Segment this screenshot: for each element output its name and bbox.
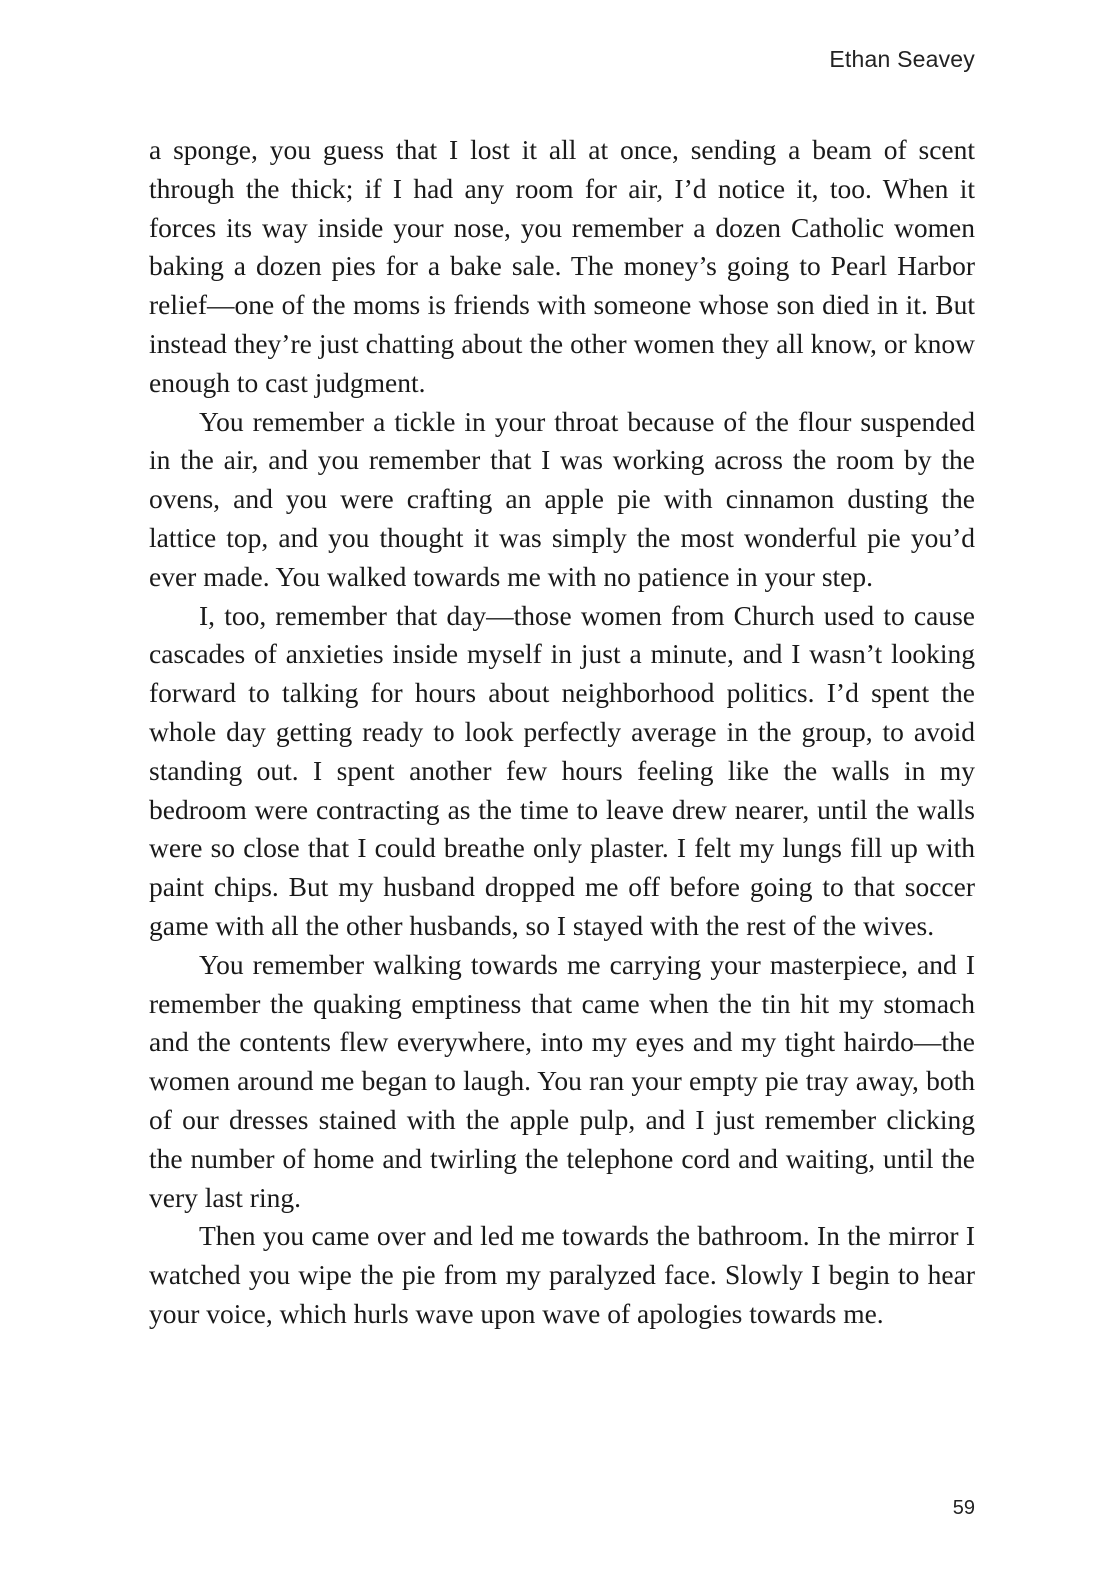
body-text <box>149 131 975 1334</box>
paragraph-continued: a sponge, you guess that I lost it all at once, sending a beam of scent through the thick; if I had any room for air, I’d notice it, too. When it forces its way inside your nose, you remember a dozen Catholic women baking a dozen pies for a bake sale. The money’s going to Pearl Harbor relief—one of the moms is friends with someone whose son died in it. But instead they’re just chatting about the other women they all know, or know enough to cast judgment. <box>149 134 975 398</box>
paragraph: You remember walking towards me carrying your masterpiece, and I remember the quaking emptiness that came when the tin hit my stomach and the contents flew everywhere, into my eyes and my tight hairdo—the women around me began to laugh. You ran your empty pie tray away, both of our dresses stained with the apple pulp, and I just remember clicking the number of home and twirling the telephone cord and waiting, until the very last ring. <box>149 948 975 1213</box>
paragraph: I, too, remember that day—those women from Church used to cause cascades of anxieties inside myself in just a minute, and I wasn’t looking forward to talking for hours about neighborhood politics. I’d spent the whole day getting ready to look perfectly average in the group, to avoid standing out. I spent another few hours feeling like the walls in my bedroom were contracting as the time to leave drew nearer, until the walls were so close that I could breathe only plaster. I felt my lungs fill up with paint chips. But my husband dropped me off before going to that soccer game with all the other husbands, so I stayed with the rest of the wives. <box>149 599 975 941</box>
running-head-author: Ethan Seavey <box>829 46 975 72</box>
paragraph: You remember a tickle in your throat because of the flour suspended in the air, and you remember that I was working across the room by the ovens, and you were crafting an apple pie with cinnamon dusting the lattice top, and you thought it was simply the most wonderful pie you’d ever made. You walked towards me with no patience in your step. <box>149 405 975 592</box>
page-number: 59 <box>952 1497 975 1519</box>
paragraph: Then you came over and led me towards the bathroom. In the mirror I watched you wipe the pie from my paralyzed face. Slowly I begin to hear your voice, which hurls wave upon wave of apologies towards me. <box>149 1220 975 1329</box>
